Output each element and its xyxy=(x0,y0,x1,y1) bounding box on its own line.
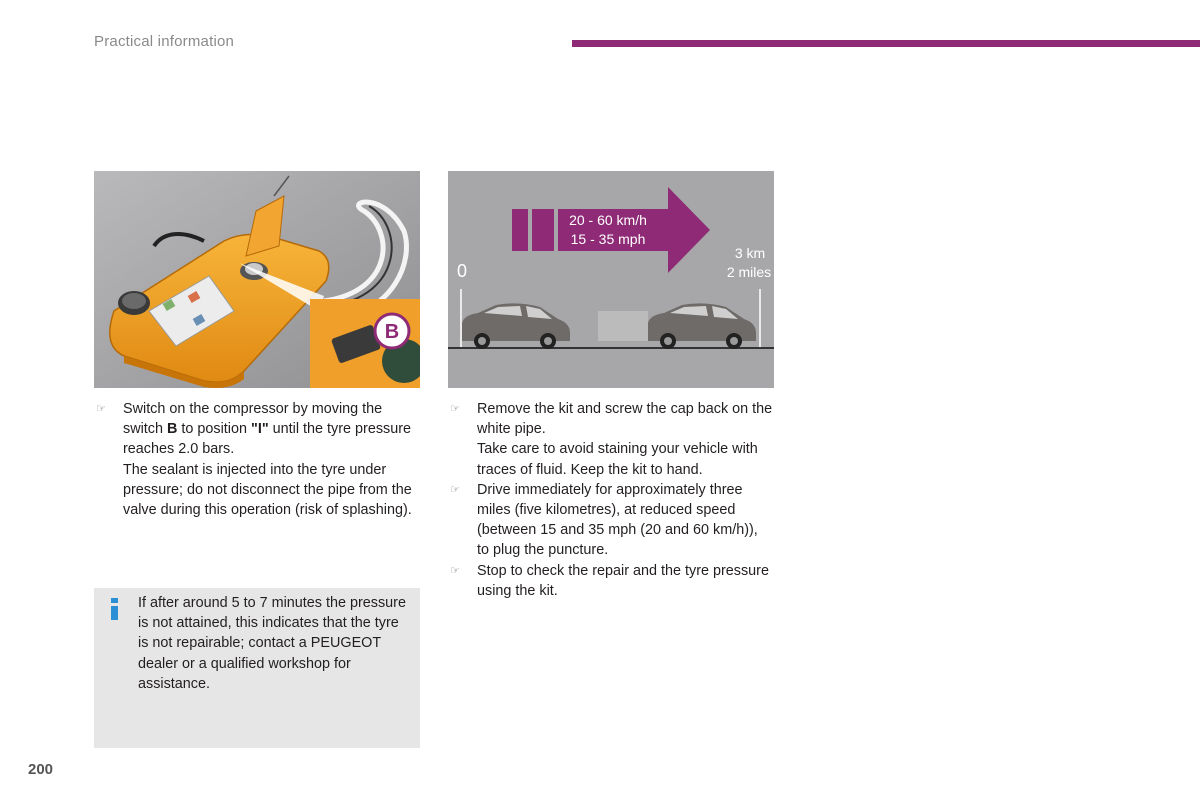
switch-b-label: B xyxy=(166,421,178,438)
pointing-hand-icon: ☞ xyxy=(450,403,460,415)
instruction-text: Remove the kit and screw the cap back on the white pipe. xyxy=(477,401,773,438)
speed-arrow-tail-1 xyxy=(512,209,528,251)
speed-mph-label: 15 - 35 mph xyxy=(570,231,646,247)
section-title: Practical information xyxy=(94,33,235,50)
instruction-part: until the tyre pressure reaches 2.0 bars. xyxy=(123,421,412,458)
instruction-note: The sealant is injected into the tyre under pressure; do not disconnect the pipe from the valve during this operation (risk of splashing). xyxy=(123,461,412,519)
instruction-stop-check xyxy=(448,561,773,601)
instruction-part: to position xyxy=(177,421,251,438)
instruction-text: Stop to check the repair and the tyre pressure using the kit. xyxy=(477,562,769,599)
distance-end-km: 3 km xyxy=(734,245,766,261)
instruction-text: Drive immediately for approximately three miles (five kilometres), at reduced speed (between 15 and 35 mph (20 and 60 km/h)), to plug the puncture. xyxy=(477,481,758,559)
compressor-drawing xyxy=(94,171,420,388)
instruction-note: Take care to avoid staining your vehicle with traces of fluid. Keep the kit to hand. xyxy=(477,441,758,478)
info-text: If after around 5 to 7 minutes the pressure is not attained, this indicates that the tyre is not repairable; contact a PEUGEOT dealer or a qualified workshop for assistance. xyxy=(138,595,406,692)
distance-start-label: 0 xyxy=(456,261,468,281)
pointing-hand-icon: ☞ xyxy=(96,403,106,415)
page-number: 200 xyxy=(28,761,54,778)
instruction-drive xyxy=(448,480,773,561)
callout-b-label: B xyxy=(384,321,400,343)
instruction-switch-on xyxy=(94,399,414,520)
pointing-hand-icon: ☞ xyxy=(450,564,460,577)
speed-kmh-label: 20 - 60 km/h xyxy=(569,212,647,228)
distance-end-miles: 2 miles xyxy=(726,264,772,280)
header-accent-bar xyxy=(572,40,1200,47)
info-icon xyxy=(110,598,120,620)
driving-drawing xyxy=(448,171,774,388)
pointing-hand-icon: ☞ xyxy=(450,483,460,496)
compressor-illustration xyxy=(94,171,420,388)
driving-instructions xyxy=(448,399,773,601)
position-i-label: "I" xyxy=(251,421,269,438)
instruction-remove-kit xyxy=(448,399,773,480)
speed-arrow-tail-2 xyxy=(532,209,554,251)
compressor-instructions xyxy=(94,399,414,520)
instruction-part: Switch on the compressor by moving the switch xyxy=(123,401,383,438)
driving-distance-illustration xyxy=(448,171,774,388)
info-box xyxy=(94,588,420,748)
instruction-text xyxy=(123,399,414,460)
